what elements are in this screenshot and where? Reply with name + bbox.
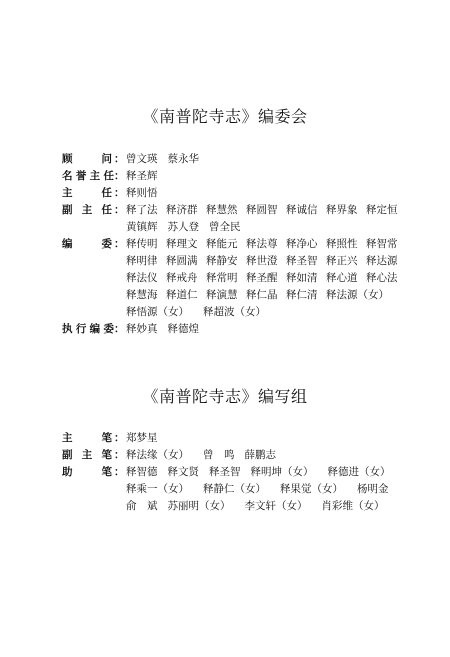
- person-name: 黄镇辉: [126, 221, 158, 233]
- person-name: 释圣辉: [126, 170, 158, 182]
- role-label: 名 誉 主 任: [62, 170, 114, 182]
- person-name: 曾文瑛: [126, 153, 158, 165]
- person-name: 释圣智: [286, 255, 318, 267]
- name-line: [126, 253, 406, 270]
- name-line: [126, 219, 251, 236]
- person-name: 释智德: [126, 466, 158, 478]
- person-name: 释静仁（女）: [203, 483, 266, 495]
- name-line: [126, 185, 168, 202]
- name-line: [126, 321, 209, 338]
- label-colon: ：: [114, 238, 125, 250]
- person-name: 释法源（女）: [326, 289, 389, 301]
- person-name: 释妙真: [126, 323, 158, 335]
- role-label: 助 笔: [62, 466, 112, 478]
- person-name: 释了法: [126, 204, 158, 216]
- person-name: 释照性: [326, 238, 358, 250]
- person-name: 释圣醒: [246, 272, 278, 284]
- person-name: 释世澄: [246, 255, 278, 267]
- label-colon: ：: [114, 449, 125, 461]
- label-colon: ：: [114, 432, 125, 444]
- role-label: 顾 问: [62, 153, 112, 165]
- person-name: 释常明: [206, 272, 238, 284]
- person-name: 释心道: [326, 272, 358, 284]
- person-name: 释慧海: [126, 289, 158, 301]
- person-name: 杨明金: [357, 483, 389, 495]
- person-name: 释法缘（女）: [126, 449, 189, 461]
- person-name: 郑梦星: [126, 432, 158, 444]
- role-label: 编 委: [62, 238, 112, 250]
- name-line: [126, 287, 403, 304]
- name-line: [126, 304, 280, 321]
- person-name: 释德进（女）: [327, 466, 391, 478]
- page-title-editorial-committee: 《南普陀寺志》编委会: [142, 107, 308, 126]
- person-name: 释传明: [126, 238, 158, 250]
- label-colon: ：: [114, 466, 125, 478]
- person-name: 释明坤（女）: [250, 466, 314, 478]
- name-line: [126, 168, 168, 185]
- person-name: 释法尊: [246, 238, 278, 250]
- person-name: 释圆智: [246, 204, 278, 216]
- name-line: [126, 270, 406, 287]
- person-name: 释静安: [206, 255, 238, 267]
- name-line: [126, 447, 286, 464]
- person-name: 释悟源（女）: [126, 306, 189, 318]
- person-name: 释德煌: [167, 323, 199, 335]
- person-name: 释仁清: [286, 289, 318, 301]
- name-line: [126, 498, 399, 515]
- name-line: [126, 151, 209, 168]
- person-name: 释济群: [166, 204, 198, 216]
- role-label: 执 行 编 委: [62, 323, 114, 335]
- person-name: 释演慧: [206, 289, 238, 301]
- label-colon: ：: [114, 153, 125, 165]
- name-line: [126, 430, 168, 447]
- role-label: 主 笔: [62, 432, 112, 444]
- person-name: 释达源: [366, 255, 398, 267]
- person-name: 释如清: [286, 272, 318, 284]
- person-name: 释乘一（女）: [126, 483, 189, 495]
- person-name: 释圆满: [166, 255, 198, 267]
- person-name: 释果觉（女）: [280, 483, 343, 495]
- person-name: 释道仁: [166, 289, 198, 301]
- person-name: 释诚信: [286, 204, 318, 216]
- person-name: 蔡永华: [167, 153, 199, 165]
- role-label: 主 任: [62, 187, 112, 199]
- person-name: 释慧然: [206, 204, 238, 216]
- person-name: 李文轩（女）: [244, 500, 308, 512]
- name-line: [126, 481, 399, 498]
- person-name: 曾全民: [209, 221, 241, 233]
- person-name: 曾 鸣: [203, 449, 235, 461]
- person-name: 苏人登: [167, 221, 199, 233]
- person-name: 释法仪: [126, 272, 158, 284]
- person-name: 释净心: [286, 238, 318, 250]
- role-label: 副 主 笔: [62, 449, 112, 461]
- person-name: 释正兴: [326, 255, 358, 267]
- name-line: [126, 464, 405, 481]
- person-name: 释智常: [366, 238, 398, 250]
- person-name: 释文贤: [167, 466, 199, 478]
- person-name: 释则悟: [126, 187, 158, 199]
- person-name: 释仁晶: [246, 289, 278, 301]
- person-name: 释界象: [326, 204, 358, 216]
- person-name: 薛鹏志: [244, 449, 276, 461]
- label-colon: ：: [114, 323, 125, 335]
- person-name: 释圣智: [209, 466, 241, 478]
- person-name: 释定恒: [366, 204, 398, 216]
- person-name: 释超波（女）: [203, 306, 266, 318]
- person-name: 释心法: [366, 272, 398, 284]
- page-title-writing-group: 《南普陀寺志》编写组: [142, 387, 308, 406]
- label-colon: ：: [114, 187, 125, 199]
- person-name: 释理文: [166, 238, 198, 250]
- name-line: [126, 202, 406, 219]
- person-name: 释明律: [126, 255, 158, 267]
- person-name: 释戒舟: [166, 272, 198, 284]
- person-name: 俞 斌: [126, 500, 158, 512]
- label-colon: ：: [114, 170, 125, 182]
- person-name: 苏丽明（女）: [167, 500, 231, 512]
- role-label: 副 主 任: [62, 204, 112, 216]
- person-name: 肖彩维（女）: [321, 500, 385, 512]
- name-line: [126, 236, 406, 253]
- label-colon: ：: [114, 204, 125, 216]
- person-name: 释能元: [206, 238, 238, 250]
